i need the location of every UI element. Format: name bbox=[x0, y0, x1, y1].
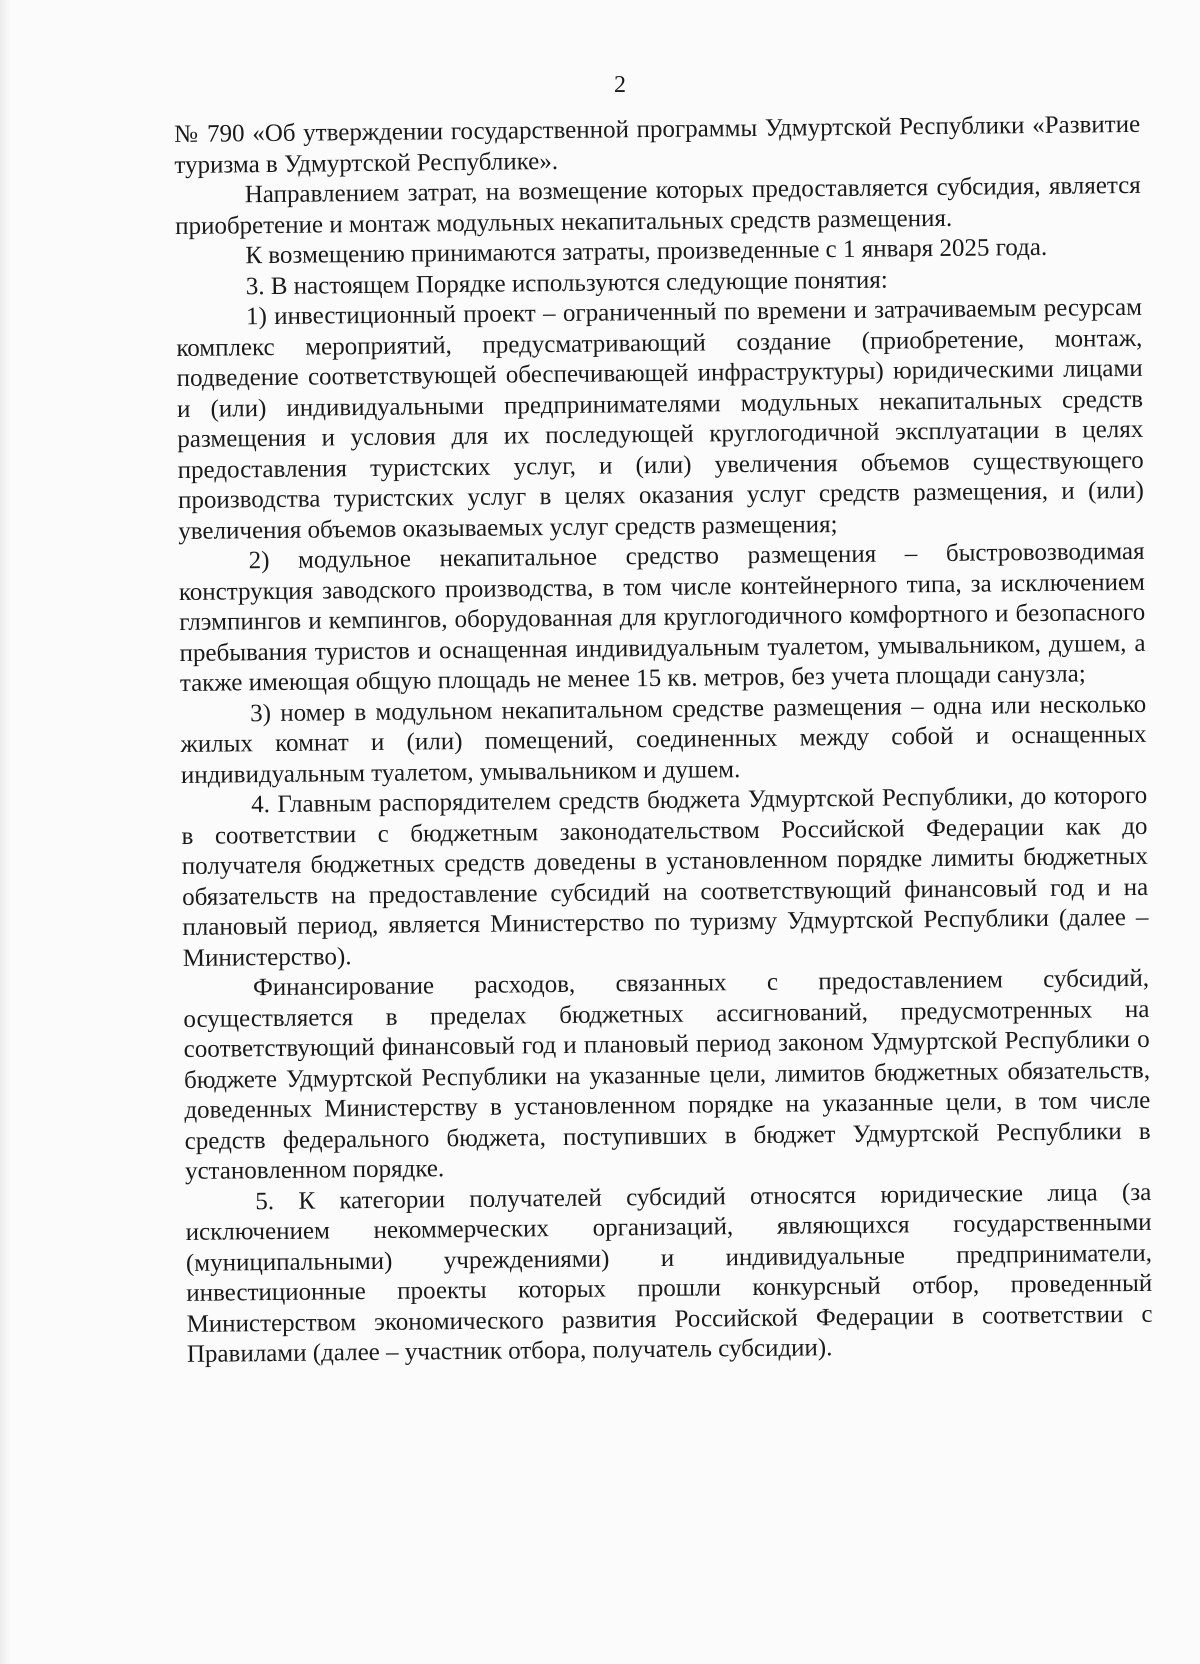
document-body bbox=[174, 110, 1153, 1371]
paragraph: Финансирование расходов, связанных с предоставлением субсидий, осуществляется в пределах бюджетных ассигнований, предусмотренных на соответствующий финансовый год и плановый период законом Удмуртской Республики о бюджете Удмуртской Республики на указанные цели, лимитов бюджетных обязательств, доведенных Министерству в установленном порядке на указанные цели, в том числе средств федерального бюджета, поступивших в бюджет Удмуртской Республики в установленном порядке. bbox=[183, 964, 1151, 1185]
scan-edge bbox=[0, 0, 10, 1664]
paragraph: 1) инвестиционный проект – ограниченный по времени и затрачиваемым ресурсам комплекс мероприятий, предусматривающий создание (приобретение, монтаж, подведение соответствующей обеспечивающей инфраструктуры) юридическими лицами и (или) индивидуальными предпринимателями модульных некапитальных средств размещения и условия для их последующей круглогодичной эксплуатации в целях предоставления туристских услуг, и (или) увеличения объемов существующего производства туристских услуг в целях оказания услуг средств размещения, и (или) увеличения объемов оказываемых услуг средств размещения; bbox=[176, 293, 1145, 545]
paragraph: Направлением затрат, на возмещение которых предоставляется субсидия, является приобретение и монтаж модульных некапитальных средств размещения. bbox=[174, 171, 1141, 240]
paragraph: 4. Главным распорядителем средств бюджета Удмуртской Республики, до которого в соответствии с бюджетным законодательством Российской Федерации как до получателя бюджетных средств доведены в установленном порядке лимиты бюджетных обязательств на предоставление субсидий на соответствующий финансовый год и на плановый период, является Министерство по туризму Удмуртской Республики (далее – Министерство). bbox=[181, 781, 1149, 972]
paragraph: 3. В настоящем Порядке используются следующие понятия: bbox=[245, 266, 888, 300]
paragraph: К возмещению принимаются затраты, произведенные с 1 января 2025 года. bbox=[245, 233, 1048, 270]
paragraph: № 790 «Об утверждении государственной программы Удмуртской Республики «Развитие туризма в Удмуртской Республике». bbox=[174, 110, 1141, 179]
page-number: 2 bbox=[614, 72, 626, 98]
paragraph: 3) номер в модульном некапитальном средстве размещения – одна или несколько жилых комнат и (или) помещений, соединенных между собой и оснащенных индивидуальным туалетом, умывальником и душем. bbox=[180, 690, 1147, 789]
paragraph: 2) модульное некапитальное средство размещения – быстровозводимая конструкция заводского производства, в том числе контейнерного типа, за исключением глэмпингов и кемпингов, оборудованная для круглогодичного комфортного и безопасного пребывания туристов и оснащенная индивидуальным туалетом, умывальником, душем, а также имеющая общую площадь не менее 15 кв. метров, без учета площади санузла; bbox=[178, 537, 1146, 697]
paragraph: 5. К категории получателей субсидий относятся юридические лица (за исключением некоммерческих организаций, являющихся государственными (муниципальными) учреждениями) и индивидуальные предприниматели, инвестиционные проекты которых прошли конкурсный отбор, проведенный Министерством экономического развития Российской Федерации в соответствии с Правилами (далее – участник отбора, получатель субсидии). bbox=[185, 1178, 1153, 1368]
